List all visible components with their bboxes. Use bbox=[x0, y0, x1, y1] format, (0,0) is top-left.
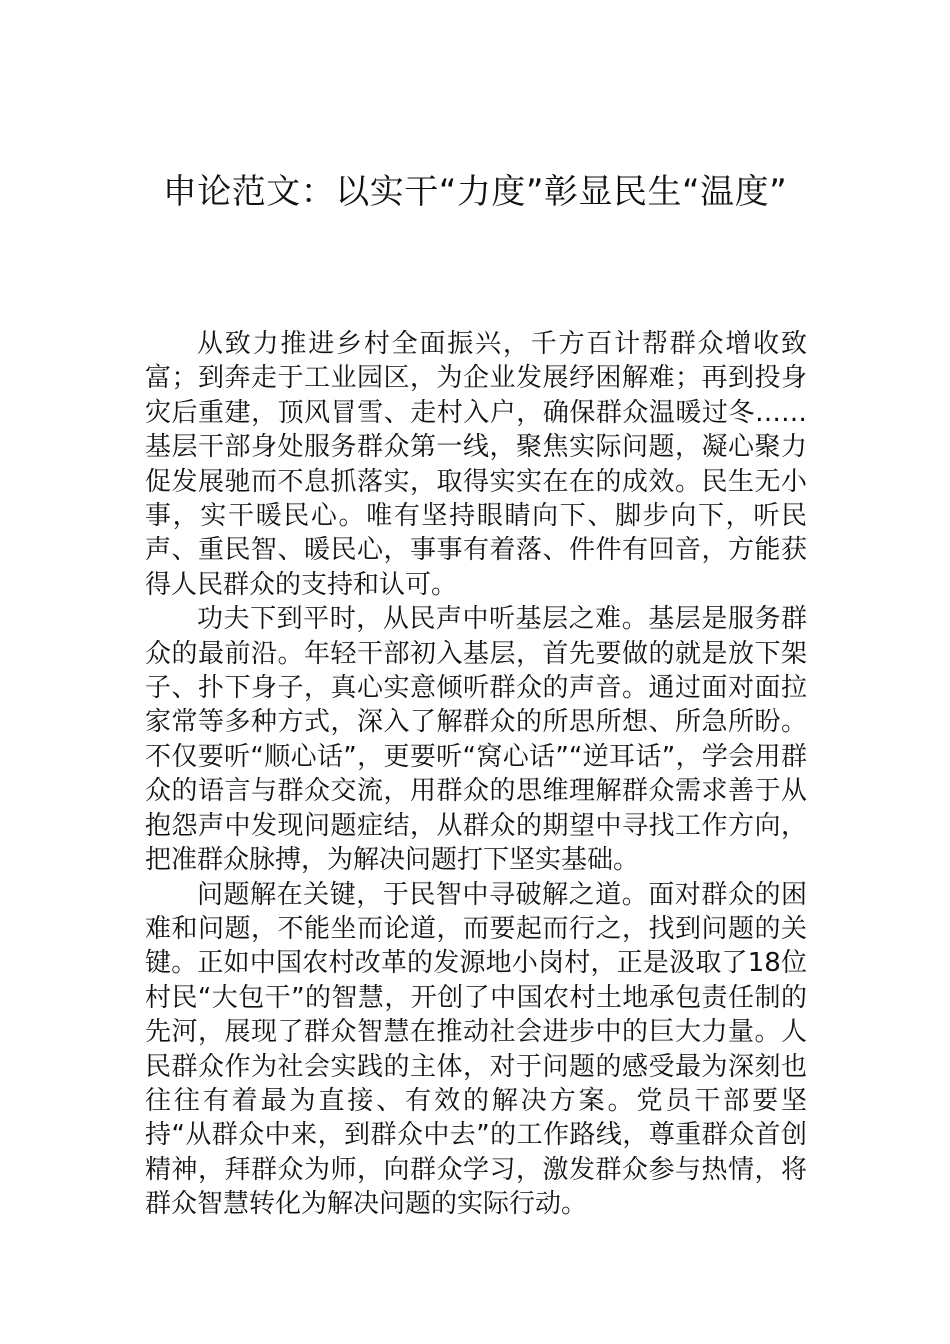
paragraph-1: 从致力推进乡村全面振兴，千方百计帮群众增收致富；到奔走于工业园区，为企业发展纾困解难；再到投身灾后重建，顶风冒雪、走村入户，确保群众温暖过冬……基层干部身处服务群众第一线，聚焦实际问题，凝心聚力促发展驰而不息抓落实，取得实实在在的成效。民生无小事，实干暖民心。唯有坚持眼睛向下、脚步向下，听民声、重民智、暖民心，事事有着落、件件有回音，方能获得人民群众的支持和认可。 bbox=[145, 329, 807, 600]
document-body bbox=[145, 327, 807, 1222]
document-title: 申论范文：以实干“力度”彰显民生“温度” bbox=[162, 172, 788, 212]
paragraph-3: 问题解在关键，于民智中寻破解之道。面对群众的困难和问题，不能坐而论道，而要起而行之，找到问题的关键。正如中国农村改革的发源地小岗村，正是汲取了18位村民“大包干”的智慧，开创了中国农村土地承包责任制的先河，展现了群众智慧在推动社会进步中的巨大力量。人民群众作为社会实践的主体，对于问题的感受最为深刻也往往有着最为直接、有效的解决方案。党员干部要坚持“从群众中来，到群众中去”的工作路线，尊重群众首创精神，拜群众为师，向群众学习，激发群众参与热情，将群众智慧转化为解决问题的实际行动。 bbox=[145, 879, 807, 1220]
paragraph-2: 功夫下到平时，从民声中听基层之难。基层是服务群众的最前沿。年轻干部初入基层，首先要做的就是放下架子、扑下身子，真心实意倾听群众的声音。通过面对面拉家常等多种方式，深入了解群众的所思所想、所急所盼。不仅要听“顺心话”，更要听“窝心话”“逆耳话”，学会用群众的语言与群众交流，用群众的思维理解群众需求善于从抱怨声中发现问题症结，从群众的期望中寻找工作方向，把准群众脉搏，为解决问题打下坚实基础。 bbox=[145, 604, 807, 876]
